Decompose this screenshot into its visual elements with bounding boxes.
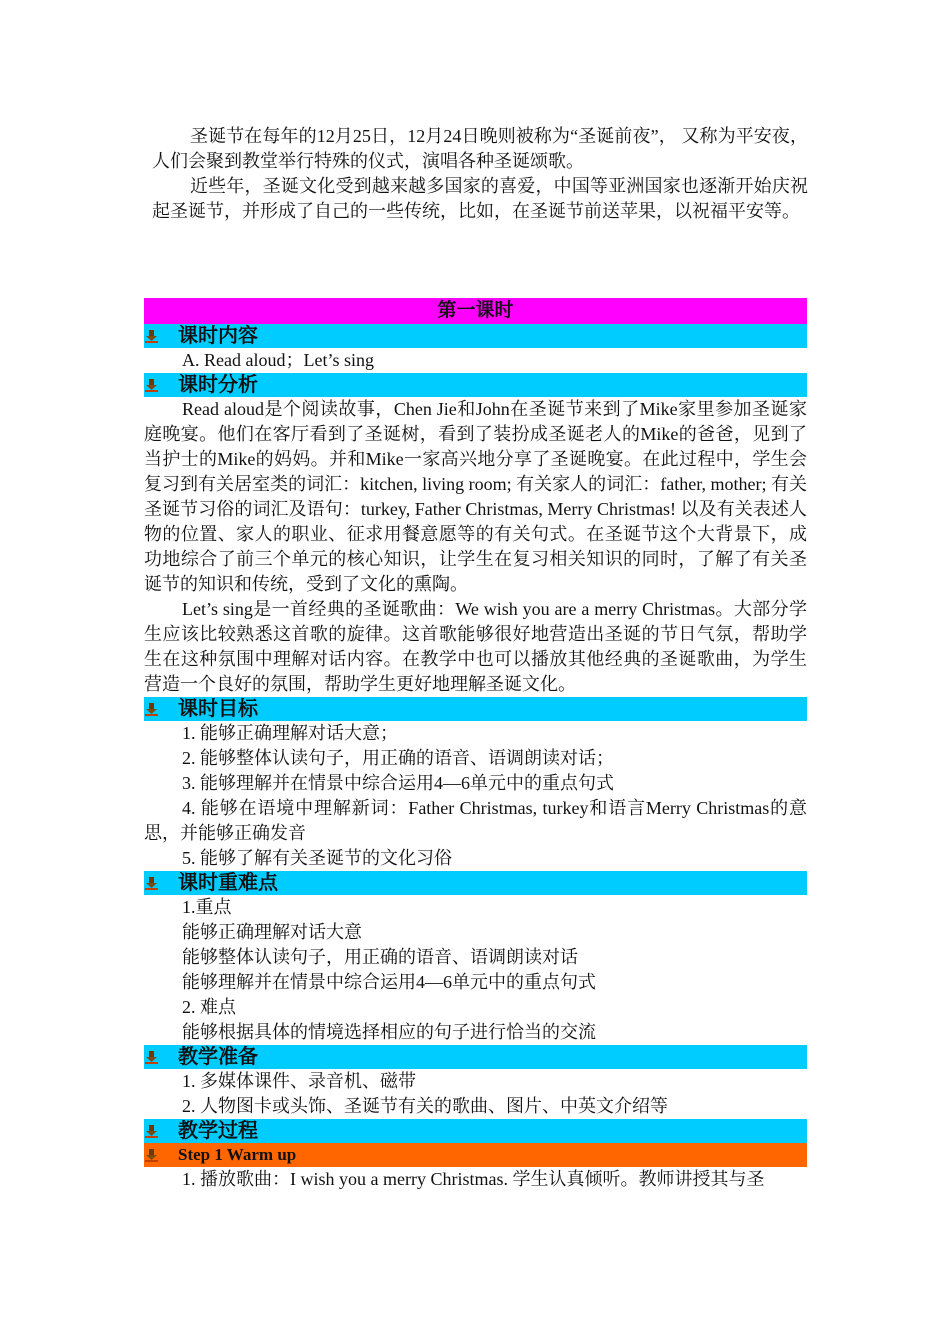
lesson-title: 第一课时 [144,298,807,324]
section-content-heading [144,324,807,348]
section-heading-label: 课时分析 [178,374,258,396]
prep-item: 2. 人物图卡或头饰、圣诞节有关的歌曲、图片、中英文介绍等 [182,1096,668,1116]
section-heading-label: 课时目标 [178,698,258,720]
lesson-plan [144,298,807,1192]
goal-item: 1. 能够正确理解对话大意； [182,723,398,743]
arrow-down-icon [145,1125,158,1138]
arrow-down-icon [145,1051,158,1064]
section-heading-label: 课时重难点 [178,872,278,894]
section-prep-heading [144,1045,807,1069]
goal-item: 5. 能够了解有关圣诞节的文化习俗 [182,848,452,868]
analysis-paragraph: Read aloud是个阅读故事，Chen Jie和John在圣诞节来到了Mike家里参加圣诞家庭晚宴。他们在客厅看到了圣诞树，看到了装扮成圣诞老人的Mike的爸爸，见到了当护士的Mike的妈妈。并和Mike一家高兴地分享了圣诞晚宴。在此过程中，学生会复习到有关居室类的词汇：kitchen, living room; 有关家人的词汇：father, mother; 有关圣诞节习俗的词汇及语句：turkey, Father Christmas, Merry Christmas! 以及有关表述人物的位置、家人的职业、征求用餐意愿等的有关句式。在圣诞节这个大背景下，成功地综合了前三个单元的核心知识，让学生在复习相关知识的同时，了解了有关圣诞节的知识和传统，受到了文化的熏陶。 [144,399,807,594]
section-process-heading [144,1119,807,1143]
keypoint-item: 能够正确理解对话大意 [182,922,362,942]
step-heading [144,1143,807,1167]
arrow-down-icon [145,703,158,716]
intro-text [152,124,808,224]
goal-item: 4. 能够在语境中理解新词：Father Christmas, turkey和语言Merry Christmas的意思，并能够正确发音 [144,798,807,843]
arrow-down-icon [145,330,158,343]
intro-paragraph: 近些年，圣诞文化受到越来越多国家的喜爱，中国等亚洲国家也逐渐开始庆祝起圣诞节，并形成了自己的一些传统，比如，在圣诞节前送苹果，以祝福平安等。 [152,176,808,221]
keypoint-item: 2. 难点 [182,997,236,1017]
arrow-down-icon [145,379,158,392]
keypoint-item: 能够根据具体的情境选择相应的句子进行恰当的交流 [182,1022,596,1042]
analysis-paragraph: Let’s sing是一首经典的圣诞歌曲：We wish you are a merry Christmas。大部分学生应该比较熟悉这首歌的旋律。这首歌能够很好地营造出圣诞的节日气氛，帮助学生在这种氛围中理解对话内容。在教学中也可以播放其他经典的圣诞歌曲，为学生营造一个良好的氛围，帮助学生更好地理解圣诞文化。 [144,599,807,694]
step-heading-label: Step 1 Warm up [178,1145,297,1164]
prep-item: 1. 多媒体课件、录音机、磁带 [182,1071,416,1091]
goal-item: 2. 能够整体认读句子，用正确的语音、语调朗读对话； [182,748,614,768]
goal-item: 3. 能够理解并在情景中综合运用4—6单元中的重点句式 [182,773,614,793]
keypoint-item: 1.重点 [182,897,232,917]
content-text: A. Read aloud；Let’s sing [182,350,374,370]
section-goals-heading [144,697,807,721]
arrow-down-icon [145,1149,158,1162]
section-keypoints-heading [144,871,807,895]
section-analysis-heading [144,373,807,397]
section-heading-label: 教学准备 [178,1046,258,1068]
keypoint-item: 能够整体认读句子，用正确的语音、语调朗读对话 [182,947,578,967]
section-heading-label: 课时内容 [178,325,258,347]
keypoint-item: 能够理解并在情景中综合运用4—6单元中的重点句式 [182,972,596,992]
arrow-down-icon [145,877,158,890]
intro-paragraph: 圣诞节在每年的12月25日，12月24日晚则被称为“圣诞前夜”， 又称为平安夜，人们会聚到教堂举行特殊的仪式，演唱各种圣诞颂歌。 [152,126,808,171]
step-item: 1. 播放歌曲：I wish you a merry Christmas. 学生认真倾听。教师讲授其与圣 [182,1169,765,1189]
section-heading-label: 教学过程 [178,1120,258,1142]
